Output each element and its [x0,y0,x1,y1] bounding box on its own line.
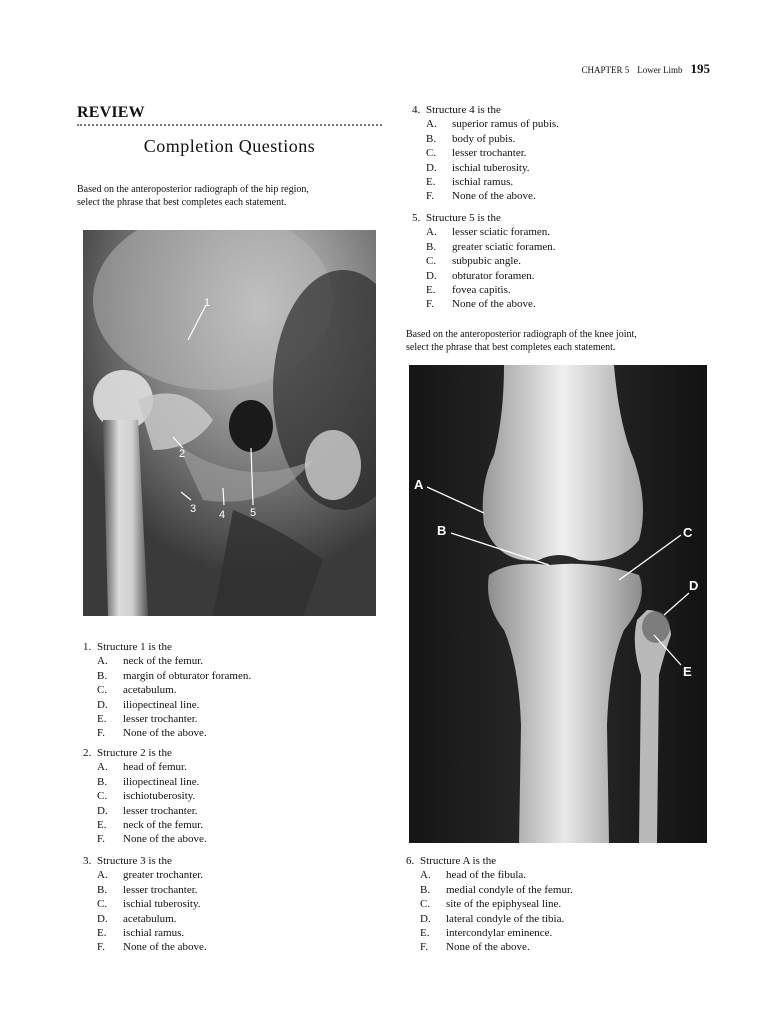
option [83,804,207,818]
knee-label-a: A [414,477,424,492]
option [406,940,573,954]
option-letter: E. [97,713,107,726]
option-text: greater sciatic foramen. [452,240,556,253]
question-stem: Structure 1 is the [97,641,172,653]
hip-label-5: 5 [250,507,257,519]
option-letter: D. [426,269,437,282]
option-text: lateral condyle of the tibia. [446,912,565,925]
option-text: ischial ramus. [123,927,185,940]
option-letter: A. [426,118,437,131]
knee-radiograph-image [409,365,707,843]
option-letter: D. [420,912,431,925]
option [83,669,251,683]
question-stem: Structure 3 is the [97,855,172,867]
option [406,883,573,897]
option-text: ischial tuberosity. [123,898,201,911]
option-text: ischial tuberosity. [452,161,530,174]
option-text: neck of the femur. [123,655,204,668]
question-1 [83,640,251,741]
option-letter: B. [426,240,437,253]
option-text: head of the fibula. [446,869,527,882]
option [412,269,556,283]
option-text: body of pubis. [452,132,516,145]
option [83,897,207,911]
option-letter: D. [97,804,108,817]
question-5 [412,211,556,312]
question-number: 6. [406,855,415,867]
question-stem: Structure 2 is the [97,747,172,759]
hip-label-4: 4 [219,509,226,521]
option-letter: C. [97,898,108,911]
option [406,926,573,940]
question-3 [83,854,207,955]
option-letter: A. [97,869,108,882]
option-letter: A. [426,226,437,239]
option-text: head of femur. [123,761,187,774]
option-text: acetabulum. [123,912,177,925]
knee-instructions-line2: select the phrase that best completes each statement. [406,342,616,353]
option-letter: E. [97,819,107,832]
knee-instructions-line1: Based on the anteroposterior radiograph of the knee joint, [406,329,637,340]
option-letter: B. [426,132,437,145]
option-letter: A. [97,761,108,774]
option-letter: B. [97,669,108,682]
option [83,926,207,940]
option-letter: F. [420,941,428,954]
option [406,897,573,911]
option-letter: D. [97,698,108,711]
option [83,832,207,846]
hip-instructions-line1: Based on the anteroposterior radiograph of the hip region, [77,184,309,195]
option-letter: C. [97,790,108,803]
option-letter: C. [426,255,437,268]
option-letter: F. [97,941,105,954]
knee-radiograph [409,365,707,843]
hip-radiograph [83,230,376,616]
knee-instructions [406,328,637,354]
option-letter: E. [426,176,436,189]
option [412,283,556,297]
option-letter: A. [97,655,108,668]
question-number: 1. [83,641,92,653]
option-letter: B. [420,883,431,896]
option-letter: C. [420,898,431,911]
option-letter: C. [97,684,108,697]
option-text: lesser trochanter. [123,804,198,817]
question-number: 3. [83,855,92,867]
option [83,940,207,954]
question-2 [83,746,207,847]
question-number: 2. [83,747,92,759]
page-number: 195 [690,61,710,76]
option-letter: D. [426,161,437,174]
option-text: subpubic angle. [452,255,522,268]
option [412,146,559,160]
option-text: None of the above. [452,298,536,311]
option-text: None of the above. [123,833,207,846]
option [412,240,556,254]
option-text: margin of obturator foramen. [123,669,252,682]
option-letter: D. [97,912,108,925]
hip-radiograph-image [83,230,376,616]
option-text: superior ramus of pubis. [452,118,559,131]
option-letter: E. [420,927,430,940]
chapter-label: CHAPTER 5 [581,65,630,75]
question-number: 5. [412,212,421,224]
option [83,912,207,926]
option [406,868,573,882]
option [412,254,556,268]
review-heading: REVIEW [77,104,145,121]
option [412,225,556,239]
section-title: Completion Questions [143,136,316,156]
option [412,297,556,311]
option [412,117,559,131]
option-text: None of the above. [123,941,207,954]
option [83,760,207,774]
option-letter: B. [97,883,108,896]
option-text: iliopectineal line. [123,698,200,711]
option-text: iliopectineal line. [123,775,200,788]
option-text: site of the epiphyseal line. [446,898,562,911]
option-text: fovea capitis. [452,284,511,297]
option-letter: A. [420,869,431,882]
option-text: lesser trochanter. [123,713,198,726]
option-letter: E. [426,284,436,297]
option-text: None of the above. [446,941,530,954]
option [412,161,559,175]
option-text: acetabulum. [123,684,177,697]
option-text: ischiotuberosity. [123,790,196,803]
hip-instructions-line2: select the phrase that best completes each statement. [77,197,287,208]
question-4 [412,103,559,204]
option [83,712,251,726]
option-text: None of the above. [123,727,207,740]
question-stem: Structure 5 is the [426,212,501,224]
dotted-divider [77,124,382,126]
knee-label-c: C [683,525,693,540]
option-letter: C. [426,147,437,160]
option [83,818,207,832]
knee-label-d: D [689,578,699,593]
option-letter: F. [97,833,105,846]
option-text: neck of the femur. [123,819,204,832]
option [83,698,251,712]
question-stem: Structure A is the [420,855,497,867]
option-letter: F. [426,190,434,203]
option [406,912,573,926]
option-letter: F. [426,298,434,311]
hip-label-3: 3 [190,503,197,515]
option [83,775,207,789]
option-text: ischial ramus. [452,176,514,189]
option [412,189,559,203]
hip-instructions [77,183,309,209]
hip-label-2: 2 [179,448,186,460]
option-text: medial condyle of the femur. [446,883,573,896]
question-6 [406,854,573,955]
option-text: lesser sciatic foramen. [452,226,551,239]
option [83,726,251,740]
option [83,789,207,803]
option [83,868,207,882]
knee-label-b: B [437,523,447,538]
hip-label-1: 1 [204,297,211,309]
knee-label-e: E [683,664,692,679]
option-text: intercondylar eminence. [446,927,553,940]
section-label: Lower Limb [637,65,683,75]
option [83,883,207,897]
option-text: lesser trochanter. [452,147,527,160]
question-stem: Structure 4 is the [426,104,501,116]
option-letter: E. [97,927,107,940]
option [412,175,559,189]
option-letter: B. [97,775,108,788]
option-text: greater trochanter. [123,869,204,882]
option [412,132,559,146]
option-text: None of the above. [452,190,536,203]
option [83,654,251,668]
option-text: obturator foramen. [452,269,535,282]
question-number: 4. [412,104,421,116]
running-header [581,61,710,77]
option [83,683,251,697]
option-text: lesser trochanter. [123,883,198,896]
option-letter: F. [97,727,105,740]
